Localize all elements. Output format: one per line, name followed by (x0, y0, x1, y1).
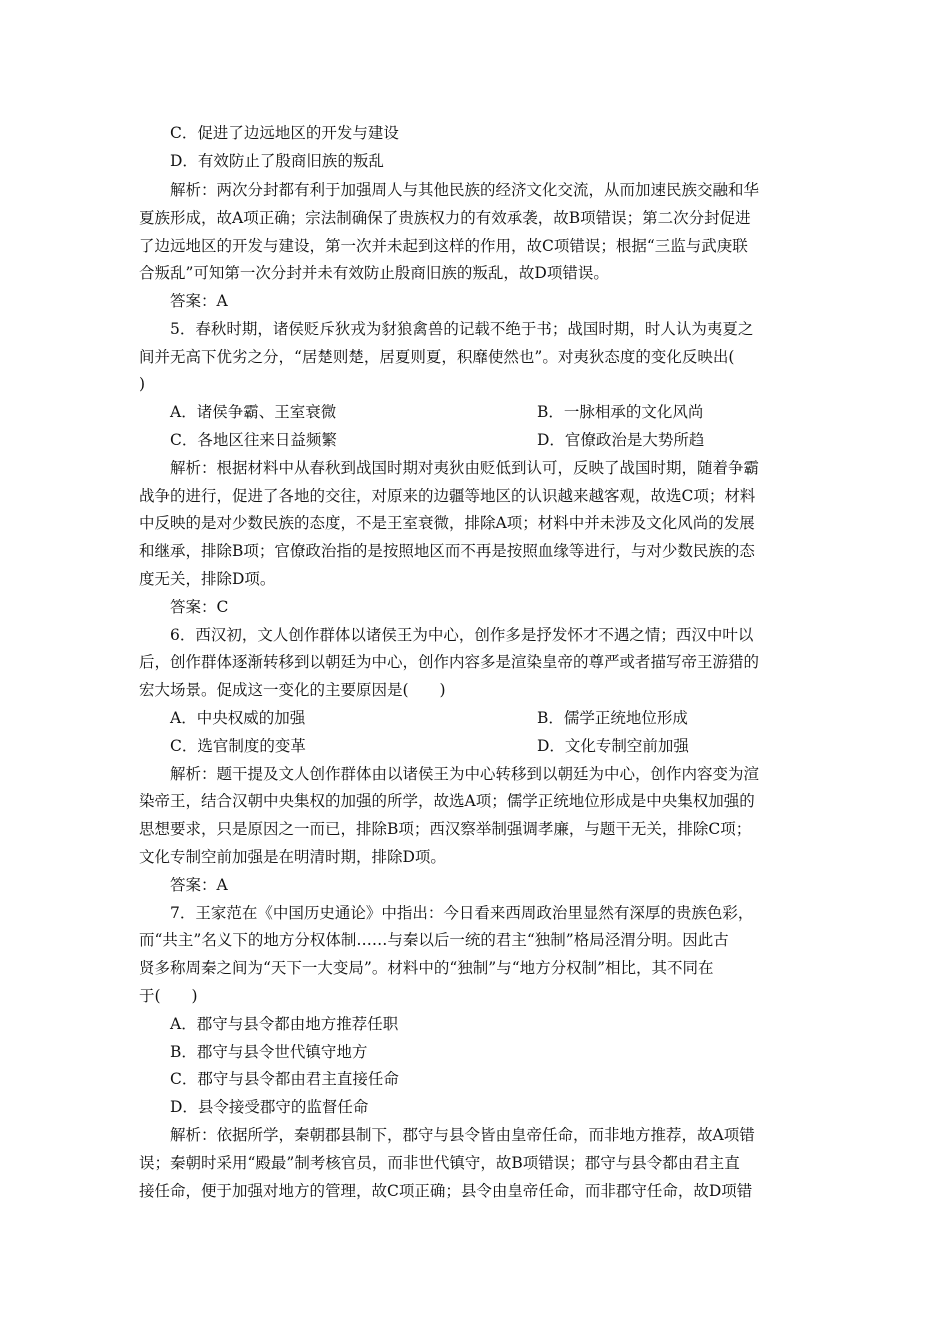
q7-analysis-line: 误；秦朝时采用“殿最”制考核官员，而非世代镇守，故B项错误；郡守与县令都由君主直 (139, 1154, 740, 1172)
q5-answer: 答案：C (170, 598, 229, 616)
q6-stem-line: 6．西汉初，文人创作群体以诸侯王为中心，创作多是抒发怀才不遇之情；西汉中叶以 (170, 626, 754, 644)
q4-option-c: C．促进了边远地区的开发与建设 (170, 124, 399, 142)
q6-option-b: B．儒学正统地位形成 (537, 709, 688, 727)
q6-analysis-line: 染帝王，结合汉朝中央集权的加强的所学，故选A项；儒学正统地位形成是中央集权加强的 (139, 792, 755, 810)
q5-analysis-line: 解析：根据材料中从春秋到战国时期对夷狄由贬低到认可，反映了战国时期，随着争霸 (170, 459, 760, 477)
q5-option-b: B．一脉相承的文化风尚 (537, 403, 704, 421)
q7-analysis-line: 接任命，便于加强对地方的管理，故C项正确；县令由皇帝任命，而非郡守任命，故D项错 (139, 1182, 753, 1200)
q5-stem-line: 间并无高下优劣之分，“居楚则楚，居夏则夏，积靡使然也”。对夷狄态度的变化反映出( (139, 348, 735, 366)
q6-option-c: C．选官制度的变革 (170, 737, 306, 755)
q5-option-d: D．官僚政治是大势所趋 (537, 431, 705, 449)
q5-stem-line: 5．春秋时期，诸侯贬斥狄戎为豺狼禽兽的记载不绝于书；战国时期，时人认为夷夏之 (170, 320, 754, 338)
q7-option-a: A．郡守与县令都由地方推荐任职 (170, 1015, 399, 1033)
q5-analysis-line: 度无关，排除D项。 (139, 570, 276, 588)
q4-answer: 答案：A (170, 292, 228, 310)
q6-answer: 答案：A (170, 876, 228, 894)
q4-analysis-line: 解析：两次分封都有利于加强周人与其他民族的经济文化交流，从而加速民族交融和华 (170, 181, 760, 199)
q6-analysis-line: 思想要求，只是原因之一而已，排除B项；西汉察举制强调孝廉，与题干无关，排除C项； (139, 820, 752, 838)
q6-option-a: A．中央权威的加强 (170, 709, 306, 727)
q4-analysis-line: 合叛乱”可知第一次分封并未有效防止殷商旧族的叛乱，故D项错误。 (139, 264, 609, 282)
q7-option-c: C．郡守与县令都由君主直接任命 (170, 1070, 399, 1088)
q5-analysis-line: 中反映的是对少数民族的态度，不是王室衰微，排除A项；材料中并未涉及文化风尚的发展 (139, 514, 755, 532)
q4-analysis-line: 了边远地区的开发与建设，第一次并未起到这样的作用，故C项错误；根据“三监与武庚联 (139, 237, 748, 255)
q7-stem-line: 而“共主”名义下的地方分权体制……与秦以后一统的君主“独制”格局泾渭分明。因此古 (139, 931, 729, 949)
q5-analysis-line: 战争的进行，促进了各地的交往，对原来的边疆等地区的认识越来越客观，故选C项；材料 (139, 487, 756, 505)
q5-stem-line: ) (139, 375, 146, 393)
q6-stem-line: 宏大场景。促成这一变化的主要原因是( ) (139, 681, 446, 699)
q5-option-a: A．诸侯争霸、王室衰微 (170, 403, 337, 421)
q7-option-b: B．郡守与县令世代镇守地方 (170, 1043, 368, 1061)
q6-analysis-line: 文化专制空前加强是在明清时期，排除D项。 (139, 848, 446, 866)
q4-analysis-line: 夏族形成，故A项正确；宗法制确保了贵族权力的有效承袭，故B项错误；第二次分封促进 (139, 209, 751, 227)
q7-stem-line: 于( ) (139, 987, 198, 1005)
q7-stem-line: 贤多称周秦之间为“天下一大变局”。材料中的“独制”与“地方分权制”相比，其不同在 (139, 959, 714, 977)
q7-analysis-line: 解析：依据所学，秦朝郡县制下，郡守与县令皆由皇帝任命，而非地方推荐，故A项错 (170, 1126, 755, 1144)
q7-option-d: D．县令接受郡守的监督任命 (170, 1098, 369, 1116)
q6-option-d: D．文化专制空前加强 (537, 737, 689, 755)
q5-analysis-line: 和继承，排除B项；官僚政治指的是按照地区而不再是按照血缘等进行，与对少数民族的态 (139, 542, 755, 560)
q5-option-c: C．各地区往来日益频繁 (170, 431, 337, 449)
q4-option-d: D．有效防止了殷商旧族的叛乱 (170, 152, 384, 170)
q7-stem-line: 7．王家范在《中国历史通论》中指出：今日看来西周政治里显然有深厚的贵族色彩， (170, 904, 754, 922)
q6-analysis-line: 解析：题干提及文人创作群体由以诸侯王为中心转移到以朝廷为中心，创作内容变为渲 (170, 765, 760, 783)
q6-stem-line: 后，创作群体逐渐转移到以朝廷为中心，创作内容多是渲染皇帝的尊严或者描写帝王游猎的 (139, 653, 760, 671)
